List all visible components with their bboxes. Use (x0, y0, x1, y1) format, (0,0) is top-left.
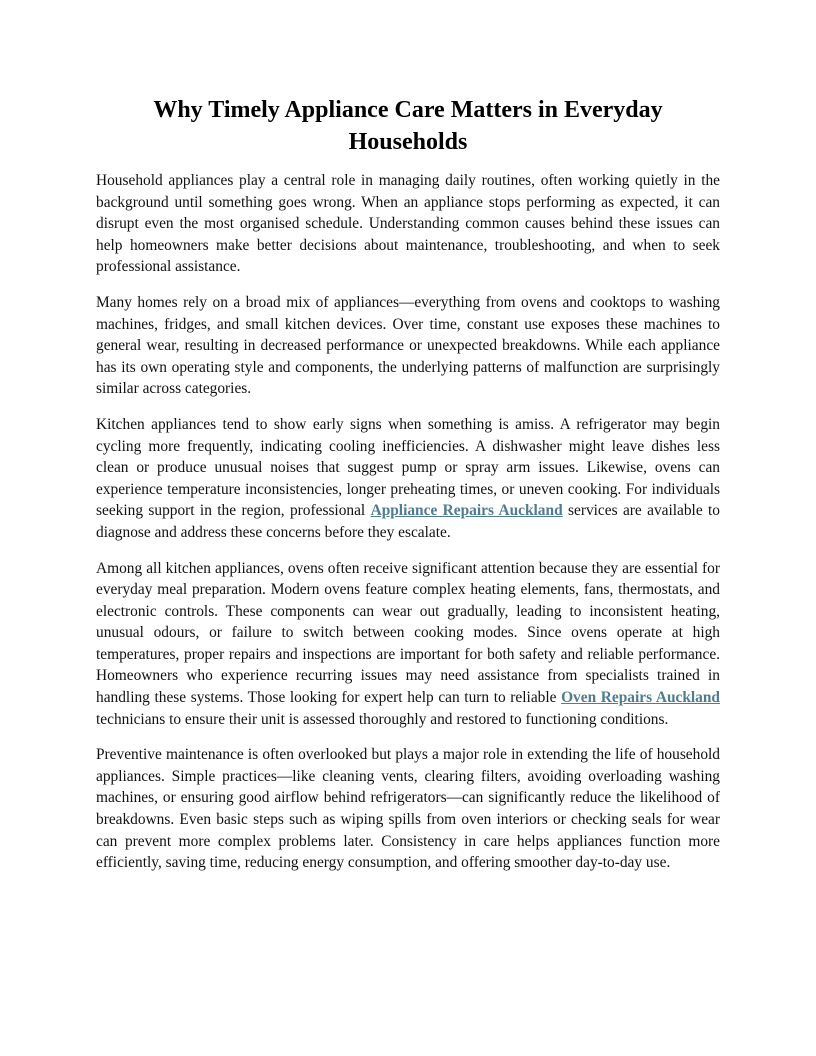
document-page (96, 94, 720, 888)
paragraph-text: technicians to ensure their unit is assessed thoroughly and restored to functioning conditions. (96, 710, 669, 728)
appliance-repairs-link[interactable]: Appliance Repairs Auckland (370, 502, 563, 520)
paragraph-text: services are available to diagnose and address these concerns before they escalate. (96, 502, 720, 541)
paragraph-text: Kitchen appliances tend to show early signs when something is amiss. A refrigerator may begin cycling more frequently, indicating cooling inefficiencies. A dishwasher might leave dishes less clean or produce unusual noises that suggest pump or spray arm issues. Likewise, ovens can experience temperature inconsistencies, longer preheating times, or uneven cooking. For individuals seeking support in the region, professional (96, 415, 720, 520)
paragraph-intro: Household appliances play a central role in managing daily routines, often working quietly in the background until something goes wrong. When an appliance stops performing as expected, it can disrupt even the most organised schedule. Understanding common causes behind these issues can help homeowners make better decisions about maintenance, troubleshooting, and when to seek professional assistance. (96, 172, 720, 276)
paragraph-kitchen-signs (96, 414, 720, 544)
paragraph-text: Among all kitchen appliances, ovens often receive significant attention because they are essential for everyday meal preparation. Modern ovens feature complex heating elements, fans, thermostats, and electronic controls. These components can wear out gradually, leading to inconsistent heating, unusual odours, or failure to switch between cooking modes. Since ovens operate at high temperatures, proper repairs and inspections are important for both safety and reliable performance. Homeowners who experience recurring issues may need assistance from specialists trained in handling these systems. Those looking for expert help can turn to reliable (96, 559, 720, 707)
oven-repairs-link[interactable]: Oven Repairs Auckland (561, 689, 720, 707)
document-title: Why Timely Appliance Care Matters in Everyday Households (153, 97, 663, 155)
paragraph-preventive-maintenance: Preventive maintenance is often overlooked but plays a major role in extending the life of household appliances. Simple practices—like cleaning vents, clearing filters, avoiding overloading washing machines, or ensuring good airflow behind refrigerators—can significantly reduce the likelihood of breakdowns. Even basic steps such as wiping spills from oven interiors or checking seals for wear can prevent more complex problems later. Consistency in care helps appliances function more efficiently, saving time, reducing energy consumption, and offering smoother day-to-day use. (96, 746, 720, 872)
paragraph-ovens (96, 558, 720, 731)
paragraph-appliance-mix: Many homes rely on a broad mix of appliances—everything from ovens and cooktops to washing machines, fridges, and small kitchen devices. Over time, constant use exposes these machines to general wear, resulting in decreased performance or unexpected breakdowns. While each appliance has its own operating style and components, the underlying patterns of malfunction are surprisingly similar across categories. (96, 293, 720, 398)
